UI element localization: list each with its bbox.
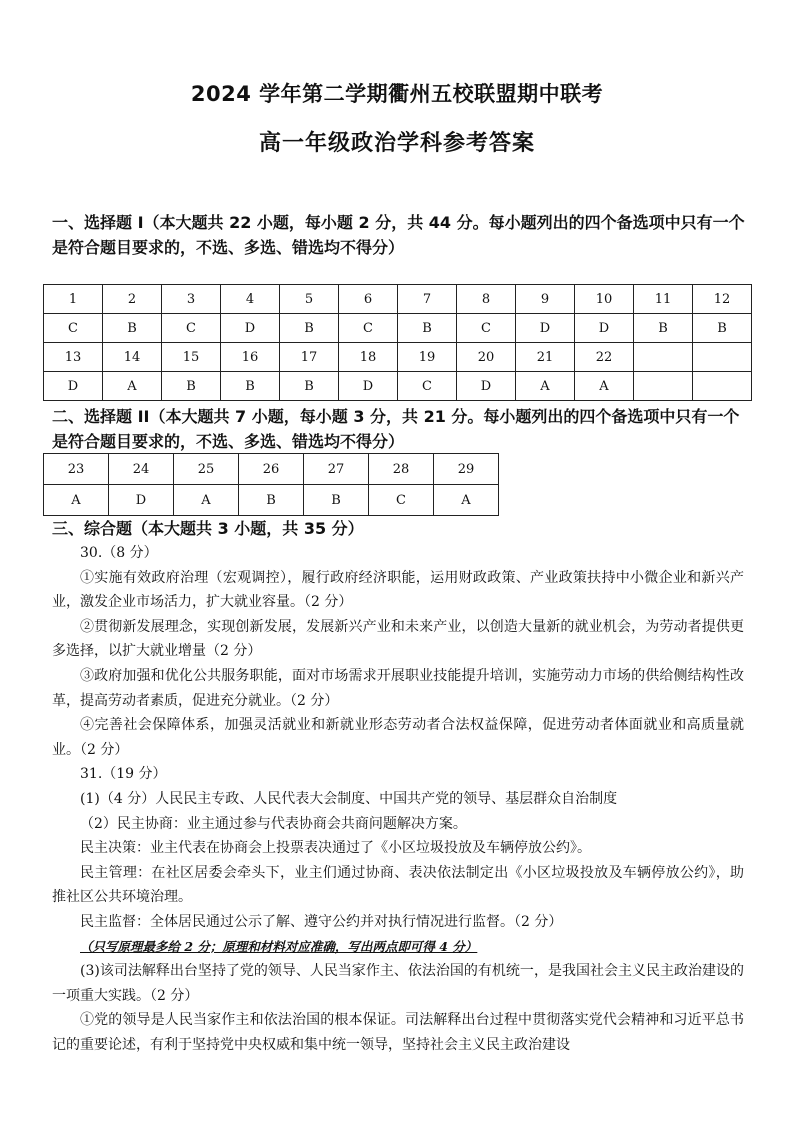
choice-answer-table-2 bbox=[43, 453, 499, 516]
table-cell: A bbox=[174, 485, 239, 516]
table-cell: B bbox=[280, 372, 339, 401]
table-cell bbox=[634, 372, 693, 401]
section3-body bbox=[52, 541, 744, 1057]
table-cell: D bbox=[516, 314, 575, 343]
q31-label: 31.（19 分） bbox=[80, 766, 167, 783]
table-cell: 20 bbox=[457, 343, 516, 372]
q31-part-3: (3)该司法解释出台坚持了党的领导、人民当家作主、依法治国的有机统一，是我国社会主义民主政治建设的一项重大实践。（2 分） bbox=[52, 963, 744, 1004]
table-cell: 25 bbox=[174, 454, 239, 485]
table-cell: C bbox=[339, 314, 398, 343]
table-cell: B bbox=[398, 314, 457, 343]
table-cell: 13 bbox=[44, 343, 103, 372]
table-cell: 15 bbox=[162, 343, 221, 372]
table-cell: 7 bbox=[398, 285, 457, 314]
table-cell: A bbox=[434, 485, 499, 516]
table-cell: A bbox=[103, 372, 162, 401]
table-cell: C bbox=[457, 314, 516, 343]
table-cell: 19 bbox=[398, 343, 457, 372]
table-cell: 6 bbox=[339, 285, 398, 314]
table-cell: 29 bbox=[434, 454, 499, 485]
table-cell: D bbox=[339, 372, 398, 401]
choice-answer-table-1 bbox=[43, 284, 752, 401]
table-cell: 5 bbox=[280, 285, 339, 314]
table-cell: A bbox=[575, 372, 634, 401]
table-cell bbox=[634, 343, 693, 372]
table-cell: C bbox=[398, 372, 457, 401]
table-cell: 16 bbox=[221, 343, 280, 372]
scoring-note: （只写原理最多给 2 分；原理和材料对应准确，写出两点即可得 4 分） bbox=[80, 938, 478, 954]
table-cell: A bbox=[44, 485, 109, 516]
q30-point-3: ③政府加强和优化公共服务职能，面对市场需求开展职业技能提升培训，实施劳动力市场的供给侧结构性改革，提高劳动者素质，促进充分就业。（2 分） bbox=[52, 667, 744, 709]
section1-heading: 一、选择题 I（本大题共 22 小题，每小题 2 分，共 44 分。每小题列出的四个备选项中只有一个是符合题目要求的，不选、多选、错选均不得分） bbox=[52, 213, 745, 257]
table-cell: 28 bbox=[369, 454, 434, 485]
table-cell: D bbox=[221, 314, 280, 343]
table-cell: 23 bbox=[44, 454, 109, 485]
table-cell: A bbox=[516, 372, 575, 401]
table-cell: B bbox=[280, 314, 339, 343]
table-cell: 2 bbox=[103, 285, 162, 314]
page-title: 2024 学年第二学期衢州五校联盟期中联考 bbox=[190, 82, 604, 106]
table-cell: 4 bbox=[221, 285, 280, 314]
table-cell: 27 bbox=[304, 454, 369, 485]
table-row bbox=[44, 314, 752, 343]
q30-label: 30.（8 分） bbox=[80, 545, 158, 561]
table-cell: 8 bbox=[457, 285, 516, 314]
q30-point-4: ④完善社会保障体系，加强灵活就业和新就业形态劳动者合法权益保障，促进劳动者体面就业和高质量就业。（2 分） bbox=[52, 717, 744, 758]
table-cell: C bbox=[44, 314, 103, 343]
q30-point-2: ②贯彻新发展理念，实现创新发展，发展新兴产业和未来产业，以创造大量新的就业机会，为劳动者提供更多选择，以扩大就业增量（2 分） bbox=[52, 618, 744, 660]
q31-part-3-point-1: ①党的领导是人民当家作主和依法治国的根本保证。司法解释出台过程中贯彻落实党代会精神和习近平总书记的重要论述，有利于坚持党中央权威和集中统一领导，坚持社会主义民主政治建设 bbox=[52, 1012, 744, 1053]
section3-heading: 三、综合题（本大题共 3 小题，共 35 分） bbox=[52, 519, 364, 538]
q31-part-2: （2）民主协商：业主通过参与代表协商会共商问题解决方案。 bbox=[80, 815, 467, 832]
table-cell bbox=[693, 343, 752, 372]
q31-democratic-supervision: 民主监督：全体居民通过公示了解、遵守公约并对执行情况进行监督。（2 分） bbox=[80, 913, 563, 930]
table-cell: B bbox=[239, 485, 304, 516]
section2-heading: 二、选择题 II（本大题共 7 小题，每小题 3 分，共 21 分。每小题列出的四个备选项中只有一个是符合题目要求的，不选、多选、错选均不得分） bbox=[52, 407, 740, 451]
table-cell: 26 bbox=[239, 454, 304, 485]
page-subtitle: 高一年级政治学科参考答案 bbox=[258, 131, 535, 156]
table-cell: D bbox=[109, 485, 174, 516]
table-cell: 12 bbox=[693, 285, 752, 314]
table-cell bbox=[693, 372, 752, 401]
q31-part-1: (1)（4 分）人民民主专政、人民代表大会制度、中国共产党的领导、基层群众自治制度 bbox=[80, 790, 618, 807]
table-cell: 24 bbox=[109, 454, 174, 485]
table-cell: 1 bbox=[44, 285, 103, 314]
table-cell: D bbox=[44, 372, 103, 401]
table-cell: B bbox=[103, 314, 162, 343]
q31-democratic-decision: 民主决策：业主代表在协商会上投票表决通过了《小区垃圾投放及车辆停放公约》。 bbox=[80, 840, 591, 857]
table-row bbox=[44, 454, 499, 485]
table-cell: 22 bbox=[575, 343, 634, 372]
table-cell: 18 bbox=[339, 343, 398, 372]
table-cell: B bbox=[304, 485, 369, 516]
table-row bbox=[44, 372, 752, 401]
table-cell: 21 bbox=[516, 343, 575, 372]
table-row bbox=[44, 285, 752, 314]
table-cell: C bbox=[369, 485, 434, 516]
table-cell: B bbox=[693, 314, 752, 343]
q30-point-1: ①实施有效政府治理（宏观调控），履行政府经济职能，运用财政政策、产业政策扶持中小微企业和新兴产业，激发企业市场活力，扩大就业容量。（2 分） bbox=[52, 569, 744, 611]
table-cell: 14 bbox=[103, 343, 162, 372]
table-row bbox=[44, 485, 499, 516]
table-cell: 3 bbox=[162, 285, 221, 314]
table-cell: C bbox=[162, 314, 221, 343]
table-cell: D bbox=[575, 314, 634, 343]
table-cell: B bbox=[634, 314, 693, 343]
table-cell: 17 bbox=[280, 343, 339, 372]
q31-democratic-management: 民主管理：在社区居委会牵头下，业主们通过协商、表决依法制定出《小区垃圾投放及车辆停放公约》，助推社区公共环境治理。 bbox=[52, 864, 744, 906]
table-cell: B bbox=[162, 372, 221, 401]
table-row bbox=[44, 343, 752, 372]
table-cell: 9 bbox=[516, 285, 575, 314]
table-cell: 10 bbox=[575, 285, 634, 314]
table-cell: B bbox=[221, 372, 280, 401]
table-cell: 11 bbox=[634, 285, 693, 314]
table-cell: D bbox=[457, 372, 516, 401]
